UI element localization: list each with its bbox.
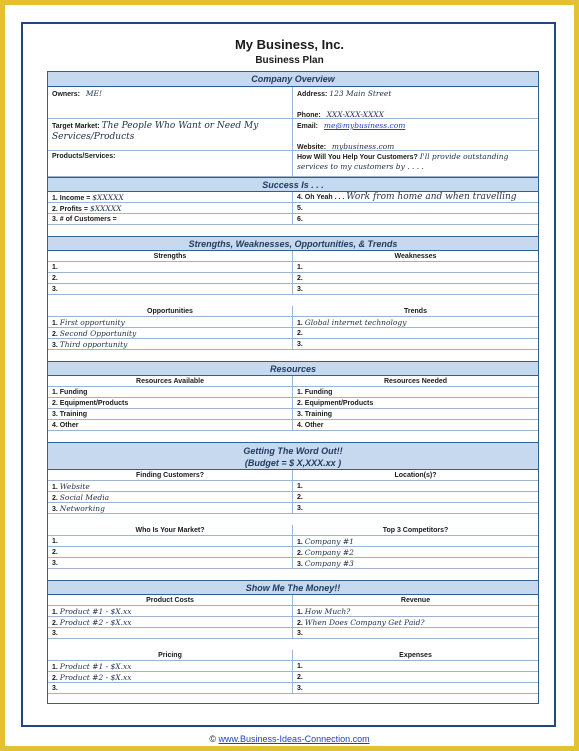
row-number: 3. bbox=[297, 630, 303, 637]
row-number: 1. bbox=[52, 664, 58, 671]
finding-value: Social Media bbox=[59, 493, 110, 502]
row-number: 2. bbox=[297, 494, 303, 501]
row-number: 2. bbox=[297, 674, 303, 681]
row-number: 2. bbox=[52, 331, 58, 338]
row-number: 1. bbox=[297, 320, 303, 327]
success-value: $XXXXX bbox=[89, 204, 122, 213]
table-row bbox=[48, 317, 538, 328]
spacer bbox=[48, 350, 538, 361]
owners-value: ME! bbox=[85, 89, 103, 98]
finding-cell[interactable] bbox=[48, 503, 293, 513]
company-name: My Business, Inc. bbox=[234, 37, 345, 52]
row-number: 3. bbox=[52, 560, 58, 567]
cost-cell[interactable] bbox=[48, 617, 293, 627]
table-row bbox=[48, 547, 538, 558]
row-number: 2. bbox=[52, 675, 58, 682]
success-label: 3. # of Customers = bbox=[52, 216, 117, 223]
success-label: 2. Profits = bbox=[52, 206, 88, 213]
table-row bbox=[48, 284, 538, 295]
success-label: 1. Income = bbox=[52, 195, 91, 202]
pricing-header-row bbox=[48, 650, 538, 661]
resource-needed-cell[interactable]: 2. Equipment/Products bbox=[297, 400, 374, 407]
resources-available-header: Resources Available bbox=[48, 376, 293, 386]
success-cell-6[interactable] bbox=[293, 214, 538, 224]
phone-value: XXX-XXX-XXXX bbox=[326, 110, 384, 118]
row-number: 3. bbox=[297, 341, 303, 348]
success-value: Work from home and when travelling bbox=[346, 192, 517, 202]
revenue-header: Revenue bbox=[400, 597, 431, 604]
finding-cell[interactable] bbox=[48, 492, 293, 502]
overview-row-target bbox=[48, 119, 538, 151]
row-number: 1. bbox=[297, 483, 303, 490]
trend-cell[interactable] bbox=[293, 317, 538, 327]
website-value: mybusiness.com bbox=[331, 142, 395, 150]
spacer bbox=[48, 569, 538, 580]
row-number: 2. bbox=[52, 549, 58, 556]
cost-cell[interactable] bbox=[48, 628, 293, 638]
market-cell[interactable] bbox=[48, 547, 293, 557]
expense-cell[interactable] bbox=[293, 683, 538, 693]
row-number: 1. bbox=[52, 484, 58, 491]
table-row bbox=[48, 503, 538, 514]
overview-row-owners bbox=[48, 87, 538, 119]
weaknesses-header: Weaknesses bbox=[394, 253, 437, 260]
row-number: 3. bbox=[52, 630, 58, 637]
address-label: Address: bbox=[297, 91, 328, 98]
trend-cell[interactable] bbox=[293, 328, 538, 338]
row-number: 3. bbox=[297, 505, 303, 512]
market-cell[interactable] bbox=[48, 558, 293, 568]
finding-customers-header: Finding Customers? bbox=[48, 470, 293, 480]
opportunities-header: Opportunities bbox=[48, 306, 293, 316]
strength-cell[interactable] bbox=[48, 284, 293, 294]
table-row bbox=[48, 339, 538, 350]
table-row bbox=[48, 387, 538, 398]
email-label: Email: bbox=[297, 123, 319, 130]
section-money: Show Me The Money!! bbox=[48, 580, 538, 595]
table-row bbox=[48, 481, 538, 492]
revenue-value: How Much? bbox=[304, 607, 351, 616]
expense-cell[interactable] bbox=[293, 661, 538, 671]
cost-value: Product #1 - $X.xx bbox=[59, 607, 132, 616]
row-number: 2. bbox=[297, 330, 303, 337]
spacer bbox=[48, 514, 538, 525]
table-row bbox=[48, 672, 538, 683]
costs-header-row bbox=[48, 595, 538, 606]
success-cell-2[interactable] bbox=[48, 203, 293, 213]
address-value: 123 Main Street bbox=[329, 89, 392, 98]
row-number: 3. bbox=[297, 286, 303, 293]
table-row bbox=[48, 420, 538, 431]
document-title: Business Plan bbox=[255, 55, 324, 66]
weakness-cell[interactable] bbox=[293, 284, 538, 294]
row-number: 2. bbox=[297, 275, 303, 282]
weakness-cell[interactable] bbox=[293, 273, 538, 283]
row-number: 3. bbox=[52, 286, 58, 293]
cost-value: Product #2 - $X.xx bbox=[59, 618, 132, 627]
row-number: 1. bbox=[297, 609, 303, 616]
table-row bbox=[48, 628, 538, 639]
table-row bbox=[48, 262, 538, 273]
section-swot: Strengths, Weaknesses, Opportunities, & Trends bbox=[48, 236, 538, 251]
ot-header-row bbox=[48, 306, 538, 317]
table-row bbox=[48, 617, 538, 628]
table-row bbox=[48, 661, 538, 672]
row-number: 1. bbox=[52, 320, 58, 327]
table-row bbox=[48, 398, 538, 409]
word-out-title: Getting The Word Out!! bbox=[243, 446, 343, 456]
competitor-cell[interactable] bbox=[293, 558, 538, 568]
owners-cell[interactable] bbox=[48, 87, 293, 118]
resources-header-row bbox=[48, 376, 538, 387]
section-company-overview: Company Overview bbox=[48, 72, 538, 87]
pricing-value: Product #2 - $X.xx bbox=[59, 673, 132, 682]
swot-header-row bbox=[48, 251, 538, 262]
spacer bbox=[48, 225, 538, 236]
products-label: Products/Services: bbox=[52, 153, 116, 160]
resources-needed-header: Resources Needed bbox=[383, 378, 448, 385]
trends-header: Trends bbox=[404, 308, 427, 315]
success-cell-1[interactable] bbox=[48, 192, 293, 202]
help-customers-value: I'll provide outstanding bbox=[419, 152, 509, 161]
market-header: Who Is Your Market? bbox=[48, 525, 293, 535]
row-number: 3. bbox=[297, 561, 303, 568]
finding-cell[interactable] bbox=[48, 481, 293, 491]
spacer bbox=[48, 639, 538, 650]
footer-link[interactable]: www.Business-Ideas-Connection.com bbox=[218, 734, 370, 744]
row-number: 2. bbox=[297, 550, 303, 557]
success-label: 6. bbox=[297, 216, 303, 223]
competitor-value: Company #1 bbox=[304, 537, 354, 546]
success-row bbox=[48, 203, 538, 214]
opportunity-cell[interactable] bbox=[48, 317, 293, 327]
table-row bbox=[48, 409, 538, 420]
help-customers-label: How Will You Help Your Customers? bbox=[297, 154, 418, 161]
table-row bbox=[48, 536, 538, 547]
revenue-cell[interactable] bbox=[293, 628, 538, 638]
success-label: 4. Oh Yeah . . . bbox=[297, 194, 345, 201]
pricing-cell[interactable] bbox=[48, 672, 293, 682]
resource-available-cell[interactable]: 1. Funding bbox=[48, 387, 293, 397]
resource-needed-cell[interactable]: 4. Other bbox=[297, 422, 324, 429]
pricing-cell[interactable] bbox=[48, 683, 293, 693]
help-customers-cell[interactable] bbox=[293, 151, 538, 176]
row-number: 3. bbox=[52, 685, 58, 692]
finding-value: Website bbox=[59, 482, 90, 491]
table-row bbox=[48, 273, 538, 284]
opportunity-value: Third opportunity bbox=[59, 340, 128, 349]
success-cell-3[interactable] bbox=[48, 214, 293, 224]
strength-cell[interactable] bbox=[48, 273, 293, 283]
row-number: 2. bbox=[52, 495, 58, 502]
competitors-header: Top 3 Competitors? bbox=[382, 527, 449, 534]
location-cell[interactable] bbox=[293, 503, 538, 513]
finding-value: Networking bbox=[59, 504, 105, 513]
success-row bbox=[48, 192, 538, 203]
opportunity-value: Second Opportunity bbox=[59, 329, 137, 338]
website-label: Website: bbox=[297, 144, 327, 150]
product-costs-header: Product Costs bbox=[48, 595, 293, 605]
success-label: 5. bbox=[297, 205, 303, 212]
word-out-budget: (Budget = $ X,XXX.xx ) bbox=[244, 458, 342, 468]
section-word-out bbox=[48, 442, 538, 470]
target-market-value-cont: Services/Products bbox=[52, 132, 135, 142]
competitor-cell[interactable] bbox=[293, 547, 538, 557]
competitor-value: Company #3 bbox=[304, 559, 354, 568]
spacer bbox=[48, 431, 538, 442]
target-market-label: Target Market: bbox=[52, 123, 100, 130]
table-row bbox=[48, 328, 538, 339]
table-row bbox=[48, 606, 538, 617]
finding-header-row bbox=[48, 470, 538, 481]
expense-cell[interactable] bbox=[293, 672, 538, 682]
trend-cell[interactable] bbox=[293, 339, 538, 349]
section-success: Success Is . . . bbox=[48, 177, 538, 192]
cost-cell[interactable] bbox=[48, 606, 293, 616]
revenue-cell[interactable] bbox=[293, 617, 538, 627]
opportunity-cell[interactable] bbox=[48, 328, 293, 338]
row-number: 1. bbox=[297, 663, 303, 670]
row-number: 3. bbox=[297, 685, 303, 692]
location-cell[interactable] bbox=[293, 492, 538, 502]
row-number: 1. bbox=[52, 609, 58, 616]
row-number: 2. bbox=[52, 275, 58, 282]
resource-needed-cell[interactable]: 3. Training bbox=[297, 411, 333, 418]
target-market-cell[interactable] bbox=[48, 119, 293, 150]
opportunity-value: First opportunity bbox=[59, 318, 125, 327]
table-row bbox=[48, 492, 538, 503]
opportunity-cell[interactable] bbox=[48, 339, 293, 349]
row-number: 3. bbox=[52, 506, 58, 513]
row-number: 1. bbox=[52, 538, 58, 545]
weakness-cell[interactable] bbox=[293, 262, 538, 272]
table-row bbox=[48, 683, 538, 694]
expenses-header: Expenses bbox=[399, 652, 432, 659]
target-market-value: The People Who Want or Need My bbox=[101, 121, 259, 131]
success-cell-5[interactable] bbox=[293, 203, 538, 213]
market-header-row bbox=[48, 525, 538, 536]
copyright-symbol: © bbox=[209, 734, 217, 744]
competitor-cell[interactable] bbox=[293, 536, 538, 546]
phone-label: Phone: bbox=[297, 112, 321, 118]
pricing-value: Product #1 - $X.xx bbox=[59, 662, 132, 671]
revenue-cell[interactable] bbox=[293, 606, 538, 616]
help-customers-value-cont: services to my customers by . . . . bbox=[297, 162, 424, 171]
resource-available-cell[interactable]: 3. Training bbox=[48, 409, 293, 419]
spacer bbox=[48, 295, 538, 306]
revenue-value: When Does Company Get Paid? bbox=[304, 618, 425, 627]
competitor-value: Company #2 bbox=[304, 548, 354, 557]
owners-label: Owners: bbox=[52, 91, 81, 98]
email-website-cell[interactable] bbox=[293, 119, 538, 150]
section-resources: Resources bbox=[48, 361, 538, 376]
row-number: 1. bbox=[297, 264, 303, 271]
pricing-cell[interactable] bbox=[48, 661, 293, 671]
row-number: 3. bbox=[52, 342, 58, 349]
location-cell[interactable] bbox=[293, 481, 538, 491]
resource-needed-cell[interactable]: 1. Funding bbox=[297, 389, 333, 396]
row-number: 1. bbox=[52, 264, 58, 271]
strengths-header: Strengths bbox=[48, 251, 293, 261]
overview-row-products bbox=[48, 151, 538, 177]
market-cell[interactable] bbox=[48, 536, 293, 546]
email-link[interactable]: me@mybusiness.com bbox=[323, 121, 406, 130]
strength-cell[interactable] bbox=[48, 262, 293, 272]
address-phone-cell[interactable] bbox=[293, 87, 538, 118]
business-plan-form bbox=[47, 71, 539, 704]
resource-available-cell[interactable]: 2. Equipment/Products bbox=[48, 398, 293, 408]
row-number: 2. bbox=[297, 620, 303, 627]
success-value: $XXXXX bbox=[92, 193, 124, 202]
row-number: 2. bbox=[52, 620, 58, 627]
locations-header: Location(s)? bbox=[394, 472, 437, 479]
products-cell[interactable] bbox=[48, 151, 293, 176]
resource-available-cell[interactable]: 4. Other bbox=[48, 420, 293, 430]
pricing-header: Pricing bbox=[48, 650, 293, 660]
table-row bbox=[48, 558, 538, 569]
row-number: 1. bbox=[297, 539, 303, 546]
success-cell-4[interactable] bbox=[293, 192, 538, 202]
success-row bbox=[48, 214, 538, 225]
footer bbox=[0, 734, 579, 744]
trend-value: Global internet technology bbox=[304, 318, 407, 327]
